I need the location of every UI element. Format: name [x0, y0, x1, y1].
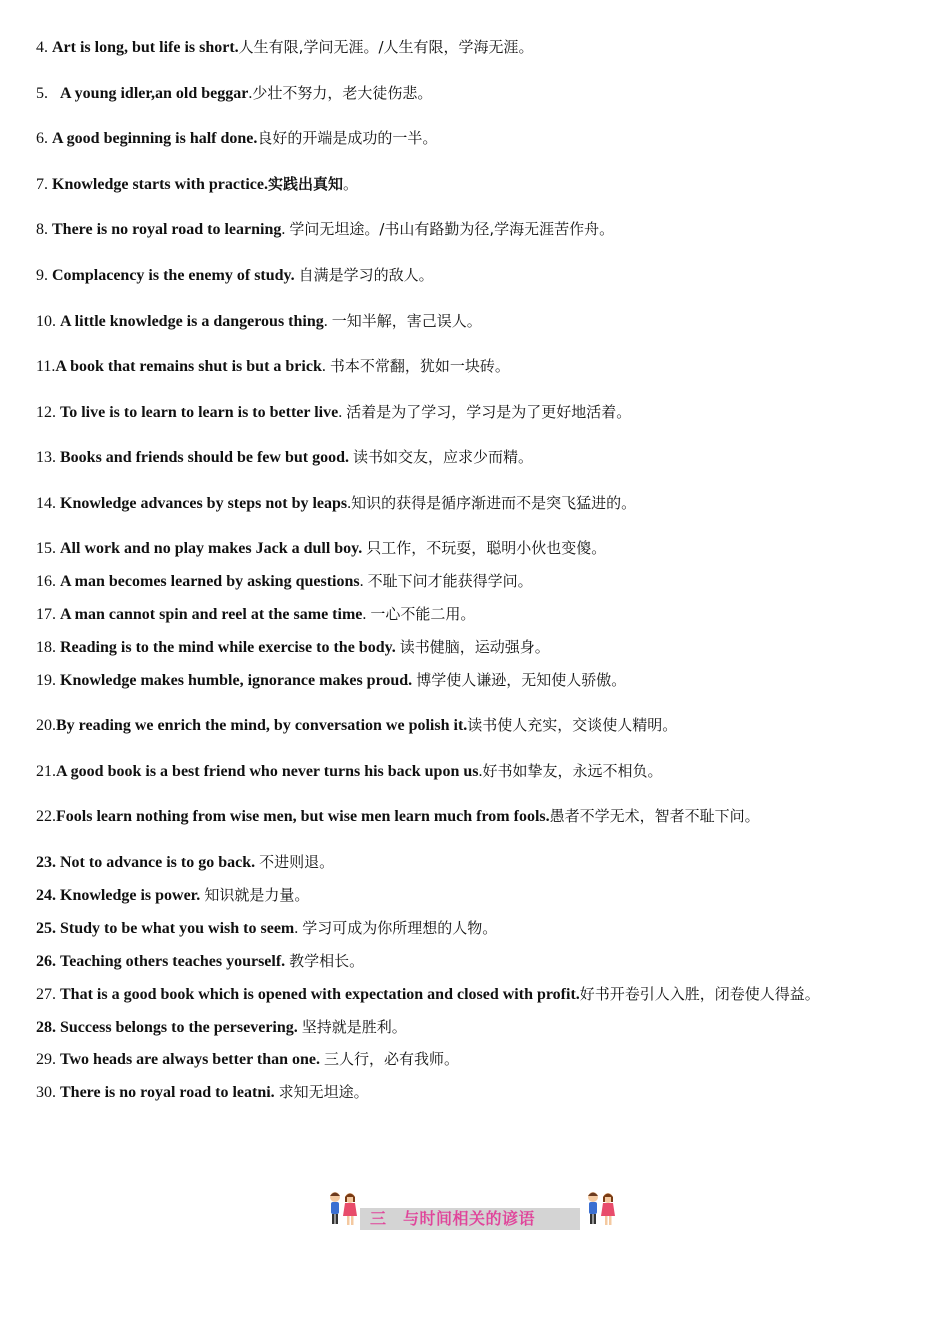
proverb-english: A book that remains shut is but a brick — [55, 358, 322, 375]
proverb-number: 10. — [36, 313, 56, 330]
proverb-number: 20. — [36, 717, 56, 734]
proverb-english: Reading is to the mind while exercise to the body. — [60, 639, 396, 656]
proverb-number: 13. — [36, 449, 56, 466]
proverb-chinese: 书本不常翻，犹如一块砖。 — [329, 357, 510, 375]
proverb-21: 21.A good book is a best friend who never turns his back upon us.好书如挚友，永远不相负。 — [36, 762, 663, 780]
proverb-14: 14. Knowledge advances by steps not by leaps.知识的获得是循序渐进而不是突飞猛进的。 — [36, 494, 637, 512]
proverb-8: 8. There is no royal road to learning. 学问无坦途。/书山有路勤为径,学海无涯苦作舟。 — [36, 220, 615, 238]
proverb-11: 11.A book that remains shut is but a brick. 书本不常翻，犹如一块砖。 — [36, 357, 510, 375]
proverb-english: Books and friends should be few but good. — [60, 449, 349, 466]
proverb-number: 17. — [36, 606, 56, 623]
proverb-chinese: 不进则退。 — [259, 853, 335, 871]
proverb-number: 5. — [36, 85, 48, 102]
proverb-english: Teaching others teaches yourself. — [60, 953, 286, 970]
proverb-number: 27. — [36, 986, 56, 1003]
proverb-number: 6. — [36, 130, 48, 147]
proverb-chinese: 坚持就是胜利。 — [301, 1018, 407, 1036]
proverb-number: 25. — [36, 920, 56, 937]
proverb-17: 17. A man cannot spin and reel at the same time. 一心不能二用。 — [36, 605, 476, 623]
proverb-english: A little knowledge is a dangerous thing — [60, 313, 324, 330]
proverb-chinese: 学习可成为你所理想的人物。 — [302, 919, 498, 937]
proverb-english: There is no royal road to leatni. — [60, 1084, 275, 1101]
proverb-chinese: 良好的开端是成功的一半。 — [257, 129, 438, 147]
proverb-chinese: 只工作，不玩耍，聪明小伙也变傻。 — [366, 539, 607, 557]
proverb-20 — [36, 715, 930, 736]
proverb-english: All work and no play makes Jack a dull boy. — [60, 540, 363, 557]
proverb-number: 7. — [36, 176, 48, 193]
proverb-english: That is a good book which is opened with expectation and closed with profit. — [60, 986, 580, 1003]
proverb-chinese: 学问无坦途。/书山有路勤为径,学海无涯苦作舟。 — [289, 220, 615, 238]
proverb-number: 4. — [36, 39, 48, 56]
proverb-chinese: 活着是为了学习，学习是为了更好地活着。 — [346, 403, 632, 421]
proverb-30 — [36, 1082, 930, 1103]
students-clipart-icon — [582, 1188, 620, 1230]
proverb-chinese: 自满是学习的敌人。 — [298, 266, 434, 284]
proverb-english: By reading we enrich the mind, by conversation we polish it. — [56, 717, 468, 734]
proverb-chinese: 少壮不努力，老大徒伤悲。 — [252, 84, 433, 102]
proverb-18 — [36, 637, 930, 658]
proverb-number: 29. — [36, 1051, 56, 1068]
proverb-24 — [36, 885, 930, 906]
proverb-4 — [36, 37, 930, 58]
proverb-chinese: 实践出真知 — [267, 175, 343, 193]
proverb-chinese: 三人行，必有我师。 — [324, 1050, 460, 1068]
proverb-chinese: 好书如挚友，永远不相负。 — [482, 762, 663, 780]
proverb-english: Knowledge advances by steps not by leaps — [60, 495, 348, 512]
students-clipart-icon — [324, 1188, 362, 1230]
proverb-27 — [36, 984, 930, 1005]
proverb-english: There is no royal road to learning — [52, 221, 282, 238]
proverb-15 — [36, 538, 930, 559]
proverb-7: 7. Knowledge starts with practice.实践出真知。 — [36, 175, 358, 193]
proverb-number: 19. — [36, 672, 56, 689]
proverb-chinese: 读书使人充实，交谈使人精明。 — [467, 716, 678, 734]
proverb-english: A good beginning is half done. — [52, 130, 258, 147]
proverb-chinese: 求知无坦途。 — [278, 1083, 369, 1101]
proverb-number: 12. — [36, 404, 56, 421]
proverb-25: 25. Study to be what you wish to seem. 学习可成为你所理想的人物。 — [36, 919, 498, 937]
proverb-chinese: 不耻下问才能获得学问。 — [367, 572, 533, 590]
proverb-number: 26. — [36, 953, 56, 970]
proverb-number: 28. — [36, 1019, 56, 1036]
proverb-number: 15. — [36, 540, 56, 557]
proverb-chinese: 博学使人谦逊，无知使人骄傲。 — [416, 671, 627, 689]
proverb-number: 8. — [36, 221, 48, 238]
proverb-28 — [36, 1017, 930, 1038]
proverb-6 — [36, 128, 930, 149]
section-title: 三 与时间相关的谚语 — [370, 1209, 536, 1228]
proverb-number: 30. — [36, 1084, 56, 1101]
proverb-number: 16. — [36, 573, 56, 590]
proverb-16: 16. A man becomes learned by asking questions. 不耻下问才能获得学问。 — [36, 572, 533, 590]
proverb-number: 9. — [36, 267, 48, 284]
proverb-english: A man becomes learned by asking questions — [60, 573, 360, 590]
proverb-english: A man cannot spin and reel at the same time — [60, 606, 363, 623]
proverb-number: 21. — [36, 763, 56, 780]
proverb-12: 12. To live is to learn to learn is to better live. 活着是为了学习，学习是为了更好地活着。 — [36, 403, 632, 421]
proverb-english: Knowledge is power. — [60, 887, 201, 904]
proverb-english: To live is to learn to learn is to better live — [60, 404, 339, 421]
proverb-english: Fools learn nothing from wise men, but wise men learn much from fools. — [56, 808, 550, 825]
proverb-22 — [36, 806, 930, 827]
proverb-number: 24. — [36, 887, 56, 904]
proverb-chinese: 人生有限,学问无涯。/人生有限，学海无涯。 — [238, 38, 534, 56]
proverb-10: 10. A little knowledge is a dangerous thing. 一知半解，害己误人。 — [36, 312, 482, 330]
proverb-english: Study to be what you wish to seem — [60, 920, 295, 937]
proverb-chinese: 知识的获得是循序渐进而不是突飞猛进的。 — [351, 494, 637, 512]
proverb-chinese: 读书健脑，运动强身。 — [399, 638, 550, 656]
proverb-9 — [36, 265, 930, 286]
proverb-english: Not to advance is to go back. — [60, 854, 256, 871]
proverb-english: Success belongs to the persevering. — [60, 1019, 298, 1036]
proverb-number: 23. — [36, 854, 56, 871]
proverb-english: Knowledge starts with practice. — [52, 176, 268, 193]
proverb-chinese: 教学相长。 — [289, 952, 365, 970]
proverb-number: 18. — [36, 639, 56, 656]
proverb-13 — [36, 447, 930, 468]
proverb-chinese: 知识就是力量。 — [204, 886, 310, 904]
proverb-chinese: 读书如交友，应求少而精。 — [352, 448, 533, 466]
proverb-chinese: 愚者不学无术，智者不耻下问。 — [549, 807, 760, 825]
proverb-26 — [36, 951, 930, 972]
proverb-chinese: 一知半解，害己误人。 — [331, 312, 482, 330]
proverb-english: A young idler,an old beggar — [60, 85, 249, 102]
proverb-number: 22. — [36, 808, 56, 825]
proverb-19 — [36, 670, 930, 691]
proverb-23 — [36, 852, 930, 873]
proverb-english: A good book is a best friend who never turns his back upon us — [56, 763, 479, 780]
proverb-number: 14. — [36, 495, 56, 512]
section-heading — [320, 1188, 630, 1234]
proverb-29 — [36, 1049, 930, 1070]
proverb-english: Two heads are always better than one. — [60, 1051, 320, 1068]
proverb-english: Knowledge makes humble, ignorance makes proud. — [60, 672, 413, 689]
proverb-english: Complacency is the enemy of study. — [52, 267, 295, 284]
proverb-number: 11. — [36, 358, 56, 375]
proverb-5: 5. A young idler,an old beggar.少壮不努力，老大徒伤悲。 — [36, 84, 433, 102]
proverb-chinese: 一心不能二用。 — [370, 605, 476, 623]
proverb-chinese: 好书开卷引人入胜，闭卷使人得益。 — [579, 985, 820, 1003]
proverb-english: Art is long, but life is short. — [52, 39, 239, 56]
